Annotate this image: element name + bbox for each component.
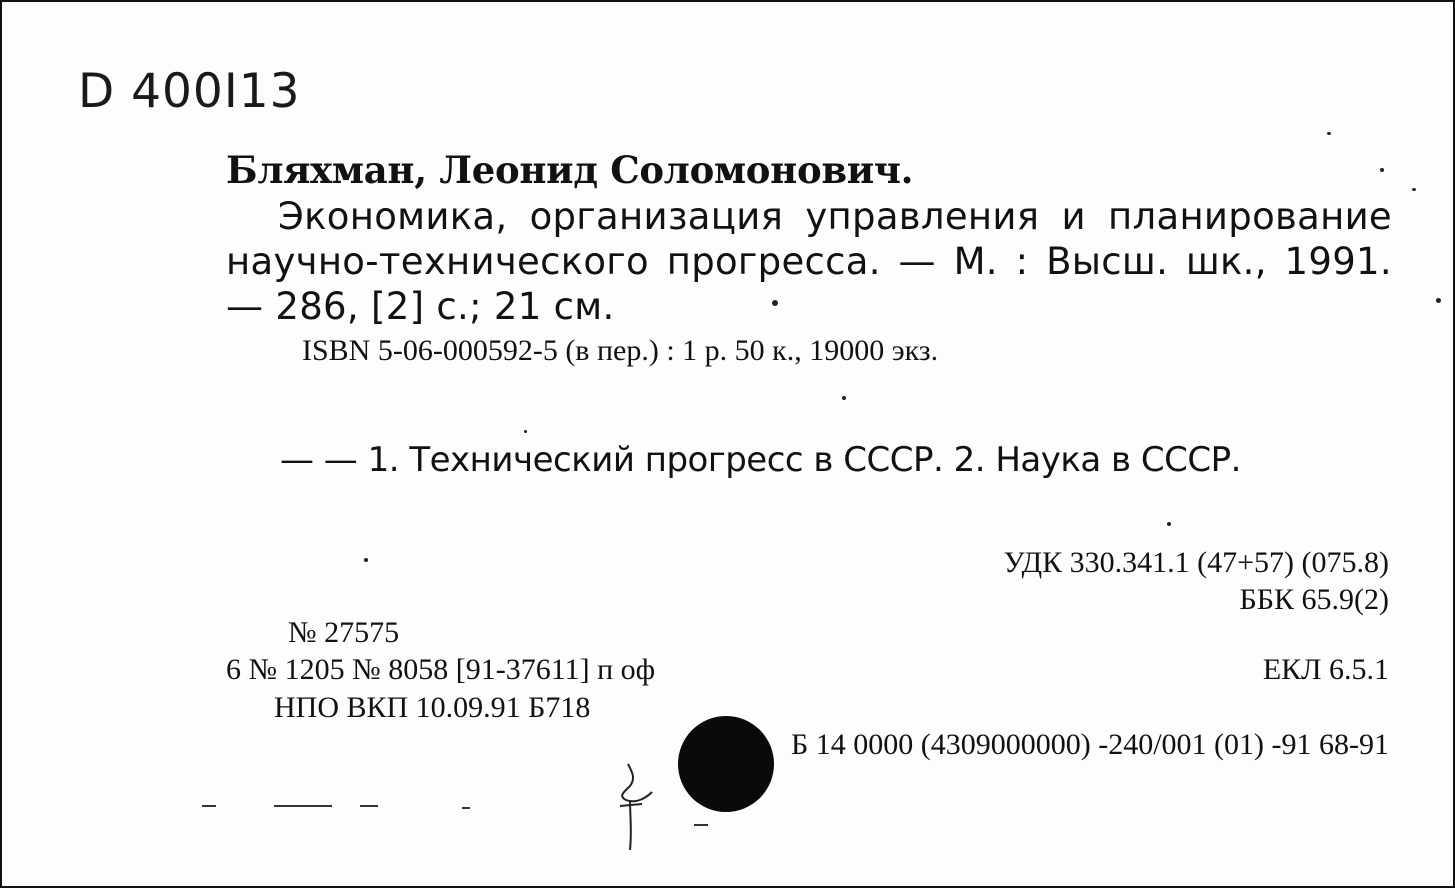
speck bbox=[524, 430, 527, 433]
ekl-index: ЕКЛ 6.5.1 bbox=[1262, 653, 1389, 686]
speck bbox=[1436, 298, 1441, 303]
subject-headings: — — 1. Технический прогресс в СССР. 2. Наука в СССР. bbox=[280, 440, 1241, 480]
dash-mark bbox=[694, 824, 708, 826]
speck bbox=[1412, 188, 1416, 191]
title-word: управления bbox=[805, 195, 1040, 238]
title-block bbox=[226, 194, 1392, 329]
title-line-2 bbox=[226, 239, 1392, 284]
dash-mark bbox=[360, 805, 378, 807]
title-word: планирование bbox=[1108, 195, 1392, 238]
title-word: прогресса. bbox=[666, 240, 881, 283]
author-heading: Бляхман, Леонид Соломонович. bbox=[226, 148, 914, 192]
speck bbox=[772, 300, 778, 306]
bbk-index: ББК 65.9(2) bbox=[1239, 583, 1389, 616]
title-word: Экономика, bbox=[278, 195, 508, 238]
speck bbox=[1380, 168, 1384, 172]
title-word: и bbox=[1061, 195, 1086, 238]
isbn-line: ISBN 5-06-000592-5 (в пер.) : 1 р. 50 к., 19000 экз. bbox=[302, 334, 939, 367]
dash-mark bbox=[462, 807, 470, 809]
title-word: — bbox=[898, 240, 936, 283]
udk-index: УДК 330.341.1 (47+57) (075.8) bbox=[1003, 546, 1389, 579]
title-word: шк., bbox=[1185, 240, 1267, 283]
card-number: № 27575 bbox=[288, 616, 400, 649]
order-number: 6 № 1205 № 8058 [91-37611] п оф bbox=[226, 653, 656, 686]
title-word: : bbox=[1015, 240, 1029, 283]
pagination-line: — 286, [2] с.; 21 см. bbox=[226, 285, 615, 328]
title-word: научно-технического bbox=[226, 240, 649, 283]
publisher-code: Б 14 0000 (4309000000) -240/001 (01) -91 68-91 bbox=[791, 728, 1389, 761]
speck bbox=[1167, 522, 1171, 526]
dash-mark bbox=[202, 805, 216, 807]
punch-hole bbox=[678, 716, 774, 812]
speck bbox=[364, 558, 368, 562]
title-word: 1991. bbox=[1284, 240, 1392, 283]
title-word: М. bbox=[953, 240, 998, 283]
title-word: организация bbox=[529, 195, 784, 238]
speck bbox=[842, 396, 846, 400]
speck bbox=[1327, 132, 1331, 135]
call-number: D 400I13 bbox=[78, 64, 301, 119]
dash-mark bbox=[274, 805, 332, 807]
printing-info: НПО ВКП 10.09.91 Б718 bbox=[274, 691, 591, 724]
title-line-1 bbox=[226, 194, 1392, 239]
handwritten-mark bbox=[606, 758, 666, 858]
title-word: Высш. bbox=[1046, 240, 1169, 283]
